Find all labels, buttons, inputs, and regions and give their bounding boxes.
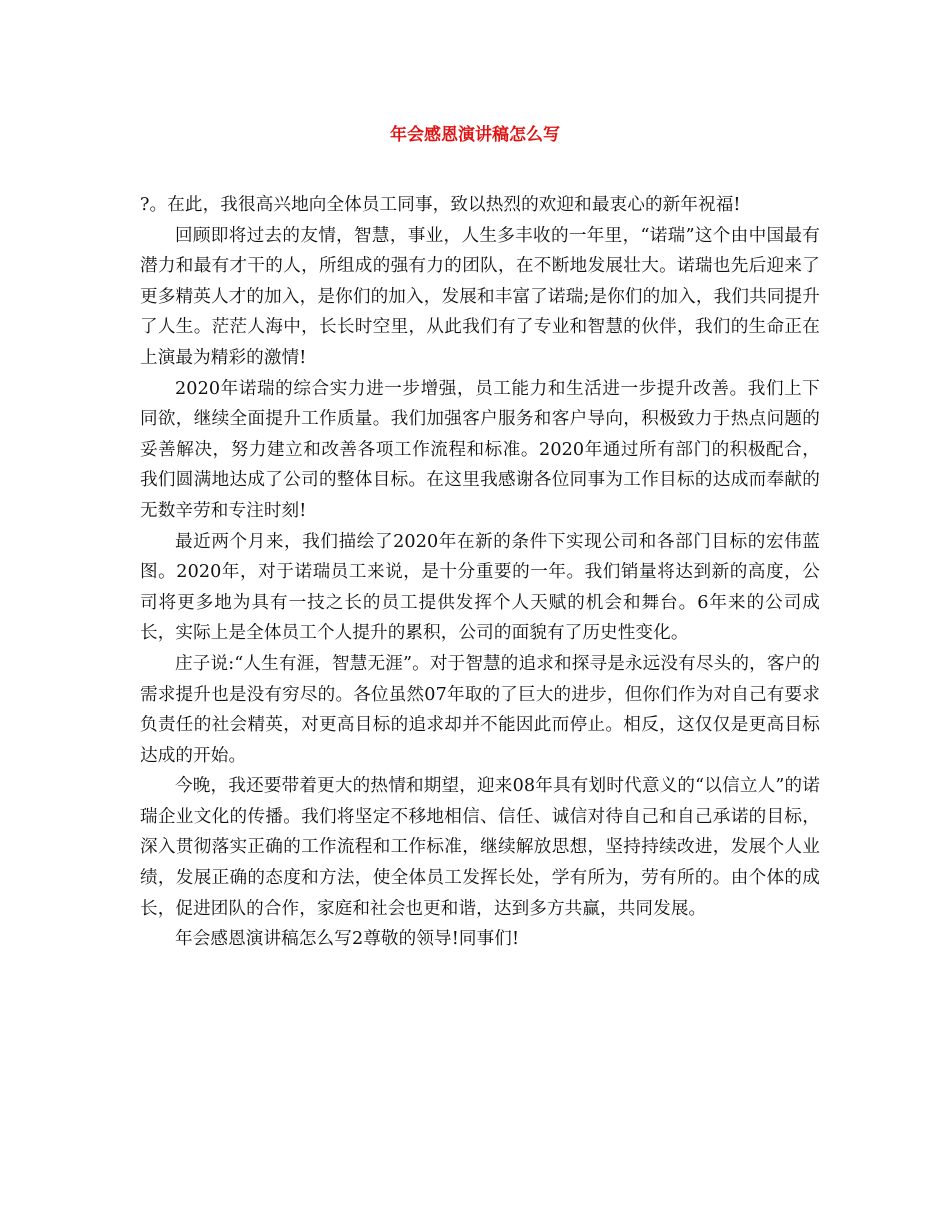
paragraph-greeting: ?。在此，我很高兴地向全体员工同事，致以热烈的欢迎和最衷心的新年祝福! — [140, 195, 741, 215]
paragraph-achievements: 2020年诺瑞的综合实力进一步增强，员工能力和生活进一步提升改善。我们上下同欲，继续全面提升工作质量。我们加强客户服务和客户导向，积极致力于热点问题的妥善解决，努力建立和改善各项工作流程和标准。2020年通过所有部门的积极配合，我们圆满地达成了公司的整体目标。在这里我感谢各位同事为工作目标的达成而奉献的无数辛劳和专注时刻! — [140, 378, 820, 521]
paragraph-blueprint: 最近两个月来，我们描绘了2020年在新的条件下实现公司和各部门目标的宏伟蓝图。2020年，对于诺瑞员工来说，是十分重要的一年。我们销量将达到新的高度，公司将更多地为具有一技之长的员工提供发挥个人天赋的机会和舞台。6年来的公司成长，实际上是全体员工个人提升的累积，公司的面貌有了历史性变化。 — [140, 531, 820, 644]
paragraph-tonight: 今晚，我还要带着更大的热情和期望，迎来08年具有划时代意义的“以信立人”的诺瑞企业文化的传播。我们将坚定不移地相信、信任、诚信对待自己和自己承诺的目标，深入贯彻落实正确的工作流程和工作标准，继续解放思想，坚持持续改进，发展个人业绩，发展正确的态度和方法，使全体员工发挥长处，学有所为，劳有所的。由个体的成长，促进团队的合作，家庭和社会也更和谐，达到多方共赢，共同发展。 — [140, 776, 820, 919]
document-body — [140, 190, 820, 955]
document-title: 年会感恩演讲稿怎么写 — [390, 125, 560, 145]
paragraph-second-speech: 年会感恩演讲稿怎么写2尊敬的领导!同事们! — [175, 929, 520, 950]
paragraph-zhuangzi: 庄子说:“人生有涯，智慧无涯”。对于智慧的追求和探寻是永远没有尽头的，客户的需求提升也是没有穷尽的。各位虽然07年取的了巨大的进步，但你们作为对自己有要求负责任的社会精英，对更高目标的追求却并不能因此而停止。相反，这仅仅是更高目标达成的开始。 — [140, 653, 820, 766]
paragraph-review: 回顾即将过去的友情，智慧，事业，人生多丰收的一年里，“诺瑞”这个由中国最有潜力和最有才干的人，所组成的强有力的团队，在不断地发展壮大。诺瑞也先后迎来了更多精英人才的加入，是你们的加入，发展和丰富了诺瑞;是你们的加入，我们共同提升了人生。茫茫人海中，长长时空里，从此我们有了专业和智慧的伙伴，我们的生命正在上演最为精彩的激情! — [140, 225, 820, 368]
